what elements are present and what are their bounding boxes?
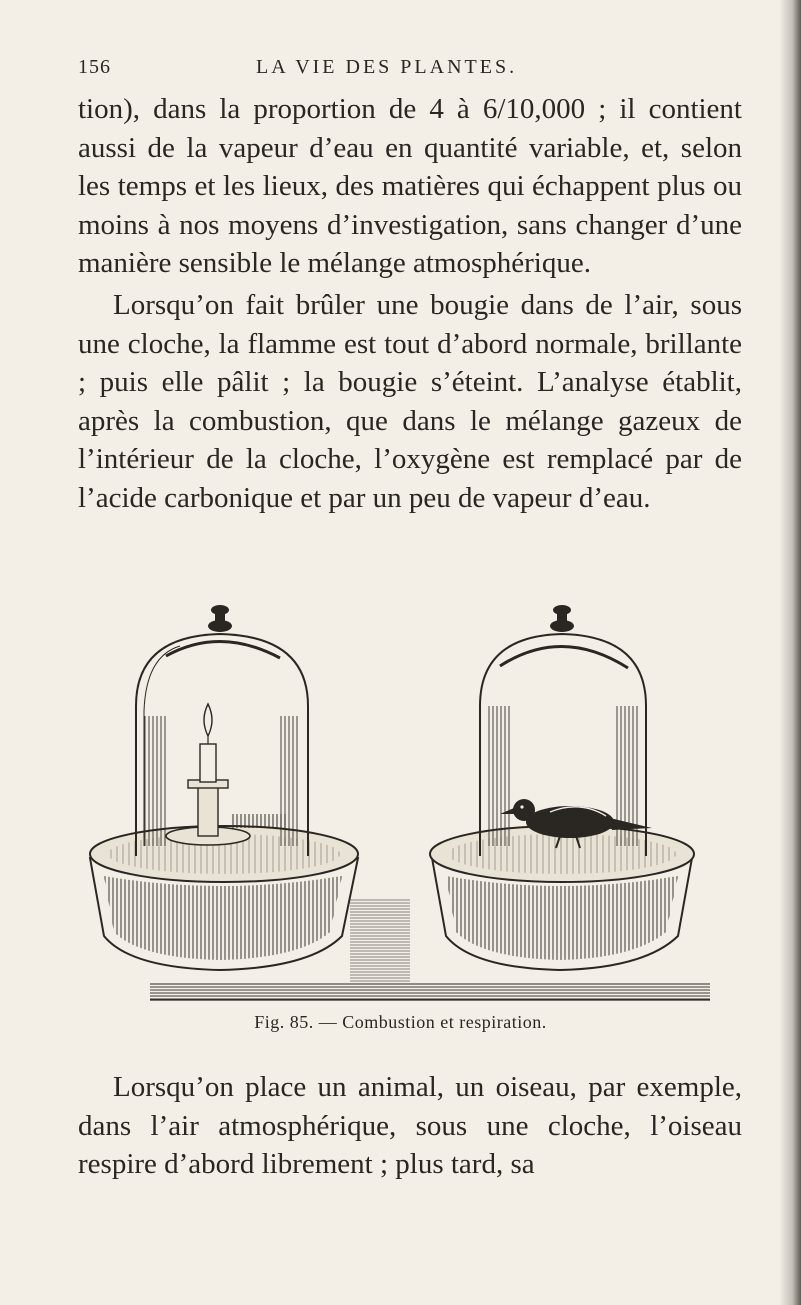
paragraph-candle: Lorsqu’on fait brûler une bougie dans de l’air, sous une cloche, la flamme est tout d’abord normale, brillante ; puis elle pâlit ; la bougie s’éteint. L’analyse établit, après la combustion, que dans le mélange gazeux de l’intérieur de la cloche, l’oxygène est remplacé par de l’acide carbonique et par un peu de vapeur d’eau.	[78, 289, 742, 514]
candle-flame	[204, 704, 212, 736]
figure-caption: Fig. 85. — Combustion et respiration.	[254, 1012, 547, 1032]
candle	[166, 704, 286, 845]
paragraph-continued: tion), dans la proportion de 4 à 6/10,000 ; il contient aussi de la vapeur d’eau en quantité variable, et, selon les temps et les lieux, des matières qui échappent plus ou moins à nos moyens d’investigation, sans changer d’une manière sensible le mélange atmosphérique.	[78, 93, 742, 279]
left-basin	[90, 826, 358, 970]
page-edge-shadow	[779, 0, 801, 1305]
figure-combustion-respiration	[80, 596, 724, 1006]
running-head	[78, 56, 718, 84]
right-basin	[430, 826, 694, 970]
running-title: LA VIE DES PLANTES.	[256, 56, 518, 78]
page-number: 156	[78, 56, 111, 78]
engraving-illustration	[80, 596, 724, 1006]
paragraph-bird: Lorsqu’on place un animal, un oiseau, par exemple, dans l’air atmosphérique, sous une cloche, l’oiseau respire d’abord librement ; plus tard, sa	[78, 1071, 742, 1180]
